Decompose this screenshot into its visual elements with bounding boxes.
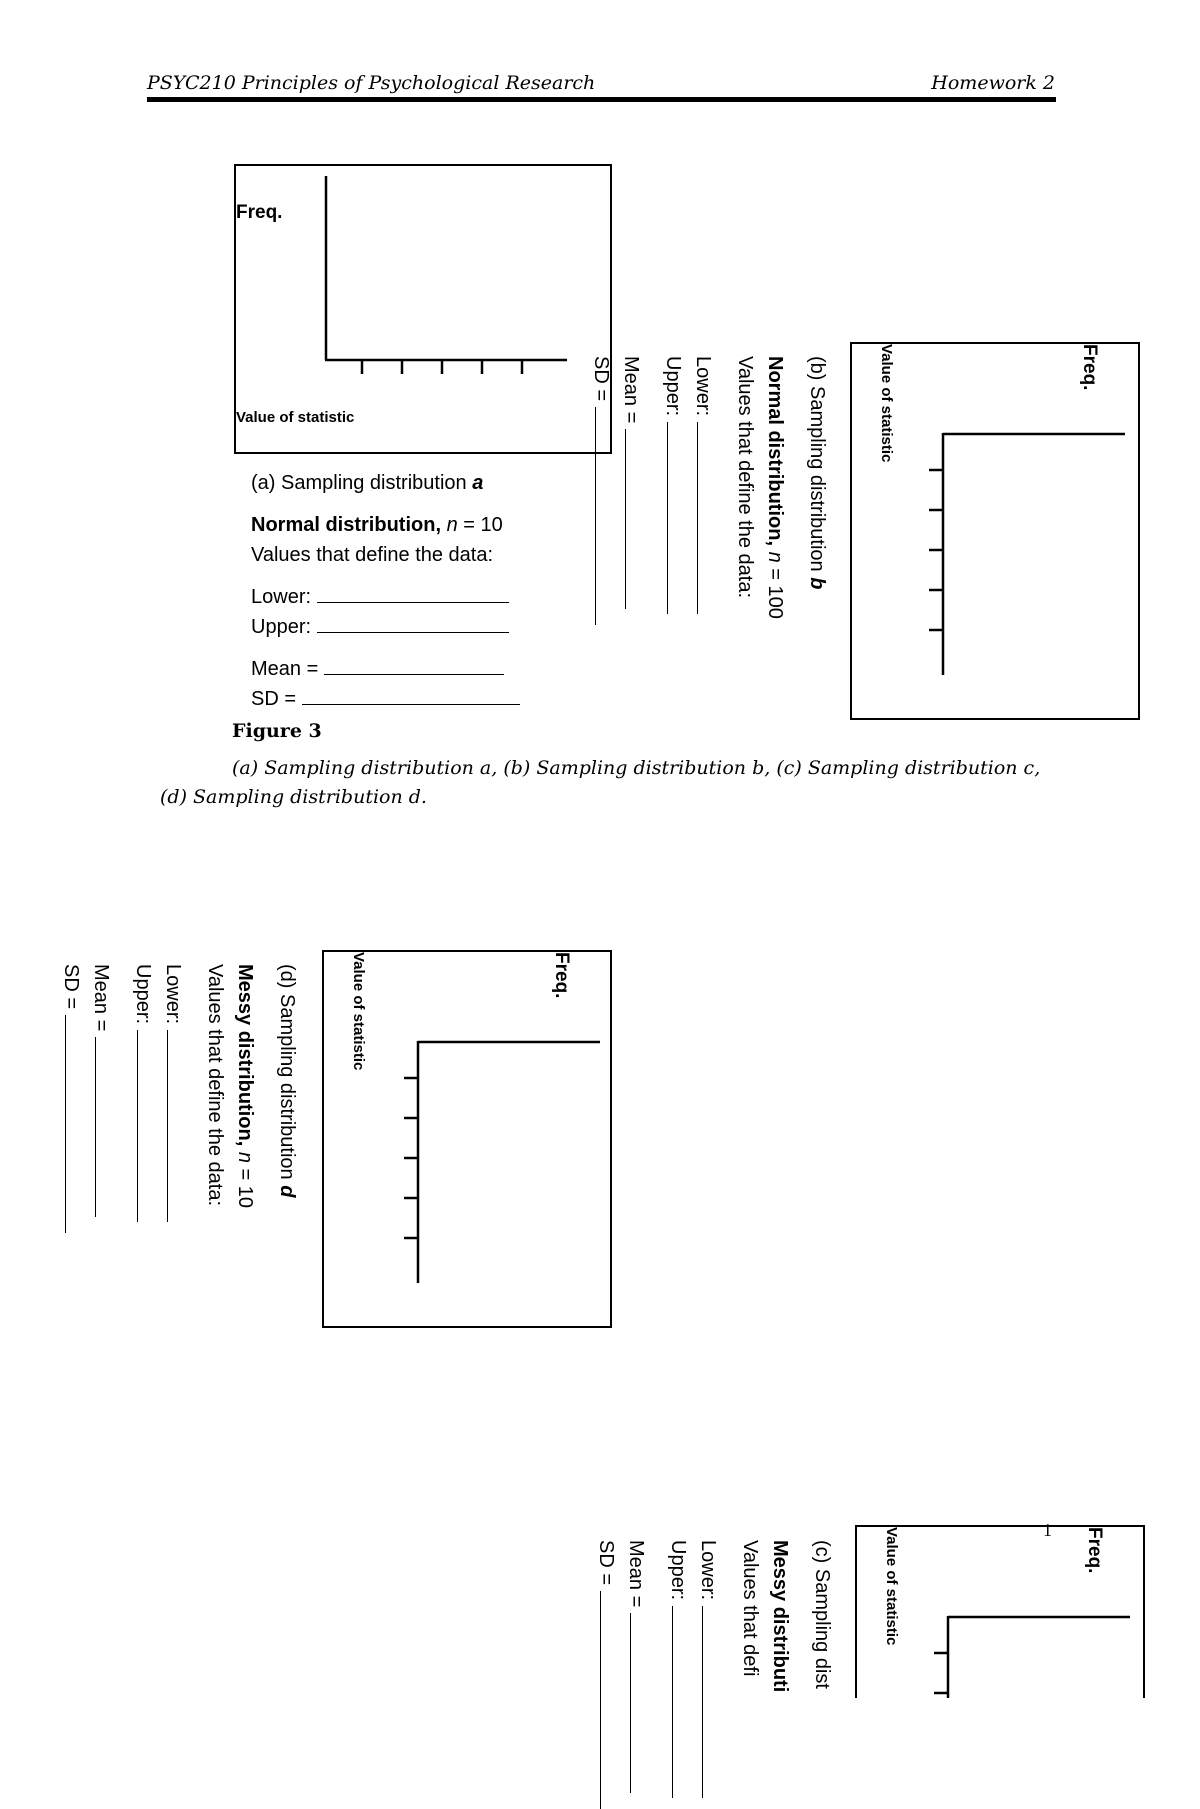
lower-blank-d[interactable] (167, 1030, 186, 1222)
lower-label-b: Lower: (692, 356, 714, 417)
freq-label-d: Freq. (551, 952, 572, 999)
mean-label-b: Mean = (620, 356, 642, 424)
freq-label-b: Freq. (1079, 344, 1100, 391)
lower-blank-a[interactable] (317, 584, 509, 603)
figure-title: Figure 3 (232, 720, 322, 742)
sd-blank-a[interactable] (302, 686, 520, 705)
lower-label-d: Lower: (162, 964, 184, 1025)
values-line-b: Values that define the data: (734, 356, 756, 599)
values-line-a: Values that define the data: (251, 544, 494, 566)
answer-block-c (591, 1540, 837, 1809)
sd-label-b: SD = (590, 356, 612, 402)
sd-blank-d[interactable] (65, 1015, 84, 1233)
mean-blank-b[interactable] (625, 429, 644, 609)
upper-label-b: Upper: (662, 356, 684, 417)
lower-label-a: Lower: (251, 586, 312, 608)
assignment-title: Homework 2 (931, 72, 1055, 94)
sd-label-a: SD = (251, 688, 297, 710)
axis-label-b: Value of statistic (878, 344, 895, 463)
page-number: 1 (1043, 1520, 1052, 1540)
answer-block-b (586, 356, 832, 625)
x-ticks-b (929, 470, 943, 630)
graph-box-d (322, 950, 612, 1328)
dist-a: Normal distribution, n = 10 (251, 514, 503, 536)
title-d: (d) Sampling distribution d (276, 964, 298, 1198)
graph-box-c (855, 1525, 1145, 1698)
values-line-c: Values that defi (739, 1540, 761, 1677)
graph-box-a (234, 164, 612, 454)
dist-d: Messy distribution, n = 10 (234, 964, 256, 1208)
upper-blank-d[interactable] (137, 1030, 156, 1222)
title-a: (a) Sampling distribution a (251, 472, 484, 494)
upper-label-c: Upper: (667, 1540, 689, 1601)
mean-label-c: Mean = (625, 1540, 647, 1608)
lower-blank-b[interactable] (697, 422, 716, 614)
title-b: (b) Sampling distribution b (806, 356, 828, 590)
lower-blank-c[interactable] (702, 1606, 721, 1798)
upper-blank-a[interactable] (317, 614, 509, 633)
freq-label-a: Freq. (236, 202, 283, 223)
mean-blank-d[interactable] (95, 1037, 114, 1217)
freq-label-c: Freq. (1084, 1527, 1105, 1574)
mean-label-a: Mean = (251, 658, 319, 680)
upper-blank-c[interactable] (672, 1606, 691, 1798)
axis-label-c: Value of statistic (883, 1527, 900, 1646)
figure-caption: (a) Sampling distribution a, (b) Sampling distribution b, (c) Sampling distribution c, (d) Sampling distribution d. (160, 757, 1041, 808)
dist-c: Messy distributi (769, 1540, 791, 1693)
sd-label-c: SD = (595, 1540, 617, 1586)
upper-label-a: Upper: (251, 616, 312, 638)
header-rule (147, 97, 1056, 102)
dist-b: Normal distribution, n = 100 (764, 356, 786, 619)
answer-block-a (251, 468, 520, 714)
upper-blank-b[interactable] (667, 422, 686, 614)
title-c: (c) Sampling dist (811, 1540, 833, 1689)
x-ticks-c (934, 1653, 948, 1693)
course-title: PSYC210 Principles of Psychological Research (147, 72, 596, 94)
sd-blank-c[interactable] (600, 1591, 619, 1809)
lower-label-c: Lower: (697, 1540, 719, 1601)
mean-blank-c[interactable] (630, 1613, 649, 1793)
sd-blank-b[interactable] (595, 407, 614, 625)
sd-label-d: SD = (60, 964, 82, 1010)
x-ticks-d (404, 1078, 418, 1238)
upper-label-d: Upper: (132, 964, 154, 1025)
axis-label-d: Value of statistic (350, 952, 367, 1071)
answer-block-d (56, 964, 302, 1233)
values-line-d: Values that define the data: (204, 964, 226, 1207)
axis-label-a: Value of statistic (236, 409, 355, 426)
mean-label-d: Mean = (90, 964, 112, 1032)
graph-box-b (850, 342, 1140, 720)
x-ticks-a (362, 360, 522, 374)
mean-blank-a[interactable] (324, 656, 504, 675)
